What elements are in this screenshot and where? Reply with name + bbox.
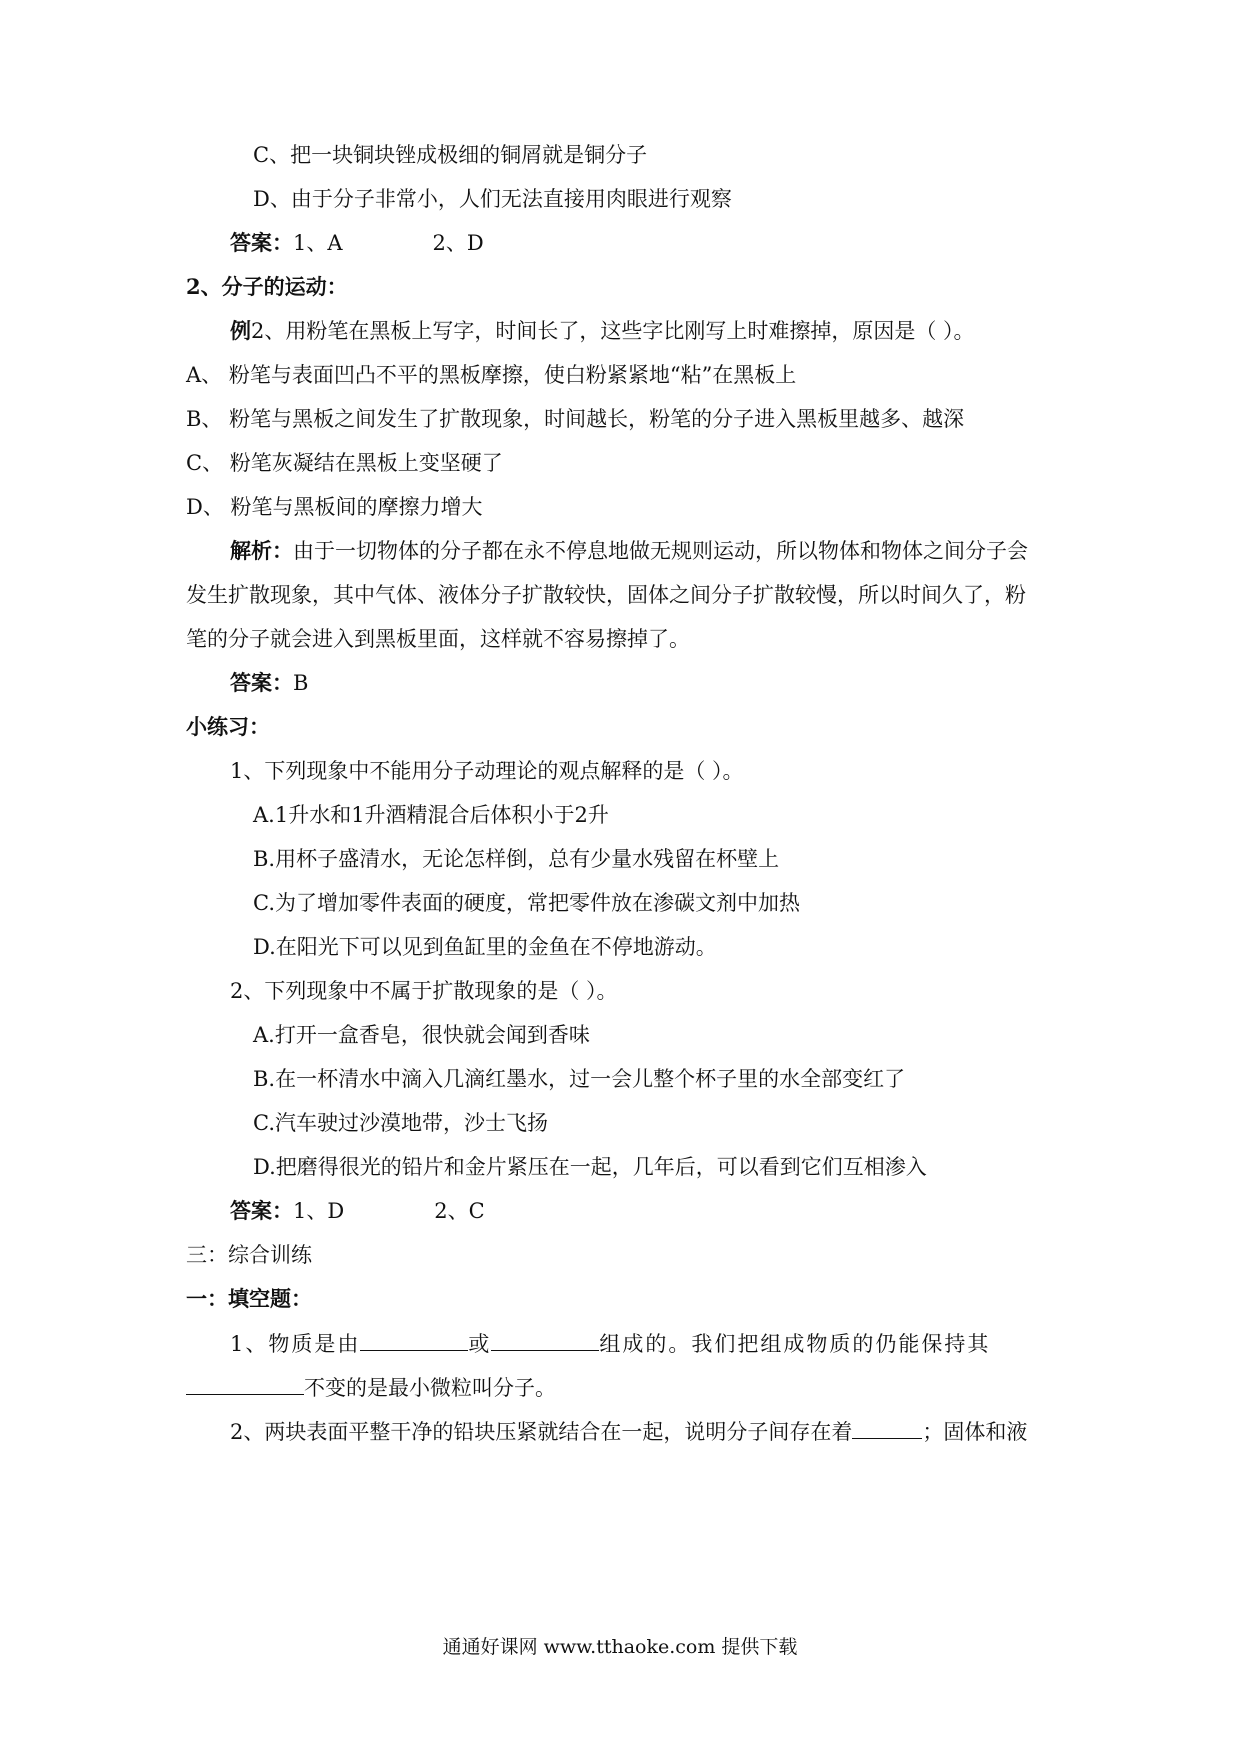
example-option-a: A、 粉笔与表面凹凸不平的黑板摩擦，使白粉紧紧地“粘”在黑板上 [186, 363, 797, 387]
practice-q2-stem: 2、下列现象中不属于扩散现象的是（ ）。 [230, 979, 618, 1003]
example-2-question [230, 316, 975, 346]
fill-blank-q1-line-2 [186, 1372, 556, 1403]
analysis-text-1: 由于一切物体的分子都在永不停息地做无规则运动，所以物体和物体之间分子会 [293, 539, 1028, 563]
analysis-label: 解析： [230, 538, 293, 563]
example-option-c: C、 粉笔灰凝结在黑板上变坚硬了 [186, 451, 503, 475]
example-label: 例 [230, 318, 251, 343]
fill-blank-q1-text-3: 组成的。我们把组成物质的仍能保持其 [599, 1332, 991, 1356]
example-option-b: B、 粉笔与黑板之间发生了扩散现象，时间越长，粉笔的分子进入黑板里越多、越深 [186, 407, 965, 431]
practice-heading: 小练习： [186, 714, 270, 739]
section-heading-comprehensive: 三：综合训练 [186, 1243, 312, 1267]
practice-q2-option-a: A.打开一盒香皂，很快就会闻到香味 [253, 1023, 590, 1047]
page-footer: 通通好课网 www.tthaoke.com 提供下载 [442, 1636, 798, 1658]
practice-q2-option-c: C.汽车驶过沙漠地带，沙士飞扬 [253, 1111, 548, 1135]
practice-answer-2: 2、C [434, 1199, 485, 1223]
fill-blank-input-1[interactable] [360, 1328, 468, 1351]
fill-blank-q2-line-1 [230, 1416, 1027, 1447]
practice-q2-option-b: B.在一杯清水中滴入几滴红墨水，过一会儿整个杯子里的水全部变红了 [253, 1067, 906, 1091]
practice-answer-label: 答案： [230, 1198, 293, 1223]
practice-answer [230, 1196, 485, 1226]
fill-blank-input-2[interactable] [491, 1328, 599, 1351]
example-answer-value: B [293, 671, 309, 695]
analysis-line-2: 发生扩散现象，其中气体、液体分子扩散较快，固体之间分子扩散较慢，所以时间久了，粉 [186, 583, 1026, 607]
example-answer [230, 668, 308, 698]
fill-blank-q1-text-4: 不变的是最小微粒叫分子。 [304, 1376, 556, 1400]
fill-blank-q1-text-2: 或 [468, 1332, 492, 1356]
practice-q1-option-b: B.用杯子盛清水，无论怎样倒，总有少量水残留在杯壁上 [253, 847, 780, 871]
fill-blank-q1-line-1 [230, 1328, 990, 1359]
fill-blank-q2-text-2: ；固体和液 [922, 1420, 1028, 1444]
practice-q1-option-c: C.为了增加零件表面的硬度，常把零件放在渗碳文剂中加热 [253, 891, 800, 915]
prev-option-d: D、由于分子非常小，人们无法直接用肉眼进行观察 [253, 187, 732, 211]
analysis-line-1 [230, 536, 1028, 566]
answer-value-1: 1、A [293, 231, 343, 255]
answer-value-2: 2、D [432, 231, 484, 255]
example-option-d: D、 粉笔与黑板间的摩擦力增大 [186, 495, 483, 519]
example-question-text: 2、用粉笔在黑板上写字，时间长了，这些字比刚写上时难擦掉，原因是（ ）。 [251, 319, 975, 343]
fill-blank-q1-text-1: 1、物质是由 [230, 1332, 361, 1356]
fill-blank-q2-text-1: 2、两块表面平整干净的铅块压紧就结合在一起，说明分子间存在着 [230, 1420, 853, 1444]
practice-q1-option-a: A.1升水和1升酒精混合后体积小于2升 [253, 803, 609, 827]
answer-line-1 [230, 228, 484, 258]
answer-label: 答案： [230, 230, 293, 255]
practice-q1-stem: 1、下列现象中不能用分子动理论的观点解释的是（ ）。 [230, 759, 744, 783]
example-answer-label: 答案： [230, 670, 293, 695]
practice-q2-option-d: D.把磨得很光的铅片和金片紧压在一起，几年后，可以看到它们互相渗入 [253, 1155, 927, 1179]
fill-blank-input-4[interactable] [852, 1416, 922, 1439]
prev-option-c: C、把一块铜块锉成极细的铜屑就是铜分子 [253, 143, 648, 167]
fill-blank-heading: 一：填空题： [186, 1286, 312, 1311]
section-heading-molecular-motion: 2、分子的运动： [186, 274, 348, 299]
fill-blank-input-3[interactable] [186, 1372, 304, 1395]
analysis-line-3: 笔的分子就会进入到黑板里面，这样就不容易擦掉了。 [186, 627, 690, 651]
practice-answer-1: 1、D [293, 1199, 345, 1223]
practice-q1-option-d: D.在阳光下可以见到鱼缸里的金鱼在不停地游动。 [253, 935, 717, 959]
